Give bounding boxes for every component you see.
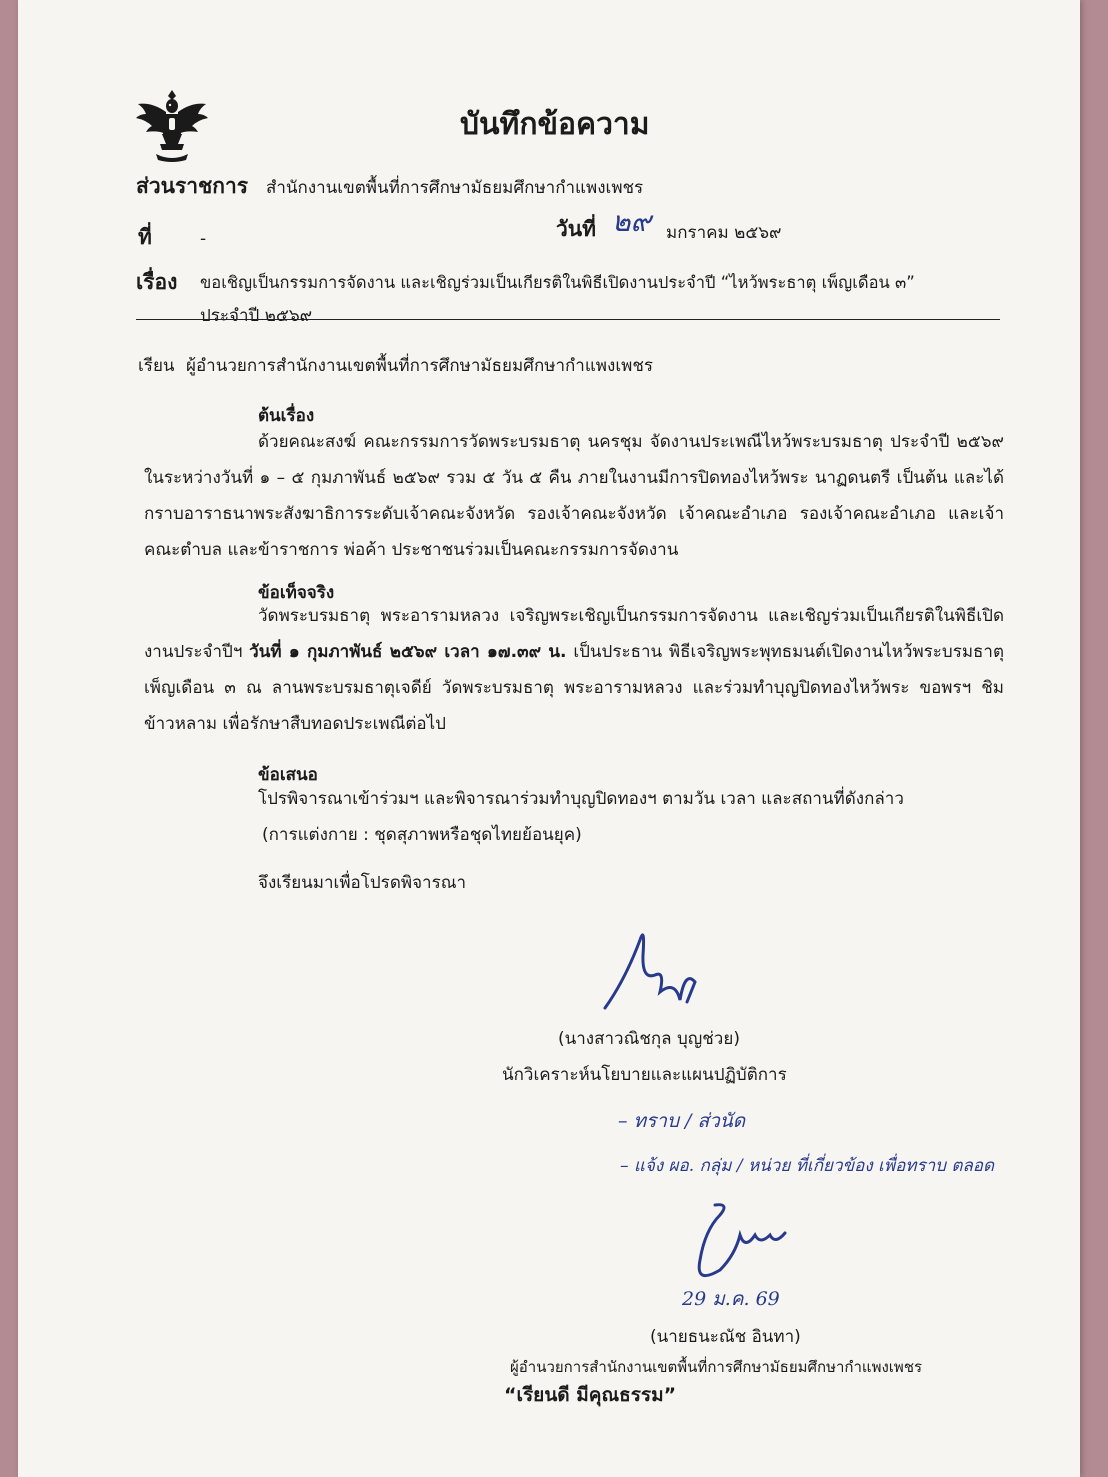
- ref-label: ที่: [138, 225, 152, 249]
- facts-heading: ข้อเท็จจริง: [258, 583, 335, 603]
- agency-value: สำนักงานเขตพื้นที่การศึกษามัธยมศึกษากำแพงเพชร: [266, 178, 644, 198]
- header-divider: [136, 319, 1000, 320]
- handwritten-note-1: – ทราบ / ส่วนัด: [618, 1110, 746, 1132]
- subject-line-2: ประจำปี ๒๕๖๙: [200, 306, 313, 326]
- proposal-line-1: โปรพิจารณาเข้าร่วมฯ และพิจารณาร่วมทำบุญปิดทองฯ ตามวัน เวลา และสถานที่ดังกล่าว: [258, 789, 904, 809]
- signer-signature: [585, 920, 715, 1015]
- date-day-handwritten: ๒๙: [612, 205, 651, 238]
- to-value: ผู้อำนวยการสำนักงานเขตพื้นที่การศึกษามัธยมศึกษากำแพงเพชร: [186, 356, 654, 376]
- to-label: เรียน: [138, 356, 175, 376]
- director-signature: [660, 1195, 800, 1295]
- facts-paragraph: [144, 598, 1004, 742]
- handwritten-date: 29 ม.ค. 69: [682, 1288, 780, 1310]
- garuda-emblem-icon: [132, 84, 212, 164]
- background-paragraph: ด้วยคณะสงฆ์ คณะกรรมการวัดพระบรมธาตุ นครชุม จัดงานประเพณีไหว้พระบรมธาตุ ประจำปี ๒๕๖๙ ในระหว่างวันที่ ๑ – ๕ กุมภาพันธ์ ๒๕๖๙ รวม ๕ วัน ๕ คืน ภายในงานมีการปิดทองไหว้พระ นาฏดนตรี เป็นต้น และได้กราบอาราธนาพระสังฆาธิการระดับเจ้าคณะจังหวัด รองเจ้าคณะจังหวัด เจ้าคณะอำเภอ รองเจ้าคณะอำเภอ และเจ้าคณะตำบล และข้าราชการ พ่อค้า ประชาชนร่วมเป็นคณะกรรมการจัดงาน: [144, 432, 1004, 560]
- memo-title: บันทึกข้อความ: [460, 107, 650, 142]
- signer-position: นักวิเคราะห์นโยบายและแผนปฏิบัติการ: [502, 1065, 787, 1085]
- director-position: ผู้อำนวยการสำนักงานเขตพื้นที่การศึกษามัธยมศึกษากำแพงเพชร: [510, 1358, 923, 1376]
- facts-text-part-1: วัดพระบรมธาตุ พระอารามหลวง เจริญพระเชิญเป็นกรรมการจัดงาน และเชิญร่วมเป็นเกียรติในพิธีเปิดงานประจำปีฯ: [144, 606, 1004, 662]
- subject-line-1: ขอเชิญเป็นกรรมการจัดงาน และเชิญร่วมเป็นเกียรติในพิธีเปิดงานประจำปี “ไหว้พระธาตุ เพ็ญเดือน ๓”: [200, 273, 915, 292]
- proposal-heading: ข้อเสนอ: [258, 765, 318, 785]
- school-motto: “เรียนดี มีคุณธรรม”: [504, 1384, 677, 1406]
- date-label: วันที่: [556, 217, 596, 241]
- proposal-line-2: (การแต่งกาย : ชุดสุภาพหรือชุดไทยย้อนยุค): [262, 825, 582, 845]
- signer-name: (นางสาวณิชกุล บุญช่วย): [558, 1029, 740, 1049]
- background-heading: ต้นเรื่อง: [258, 406, 315, 426]
- agency-label: ส่วนราชการ: [136, 174, 249, 198]
- closing-line: จึงเรียนมาเพื่อโปรดพิจารณา: [258, 873, 467, 893]
- ref-value: -: [200, 229, 207, 249]
- facts-text-part-2: เป็นประธาน พิธีเจริญพระพุทธมนต์เปิดงานไหว้พระบรมธาตุเพ็ญเดือน ๓ ณ ลานพระบรมธาตุเจดีย์ วัดพระบรมธาตุ พระอารามหลวง และร่วมทำบุญปิดทองไหว้พระ ขอพรฯ ชิมข้าวหลาม เพื่อรักษาสืบทอดประเพณีต่อไป: [144, 642, 1004, 734]
- date-rest: มกราคม ๒๕๖๙: [666, 223, 782, 243]
- subject-label: เรื่อง: [136, 270, 178, 294]
- director-name: (นายธนะณัช อินทา): [650, 1327, 801, 1347]
- facts-date-time: วันที่ ๑ กุมภาพันธ์ ๒๕๖๙ เวลา ๑๗.๓๙ น.: [249, 642, 567, 662]
- handwritten-note-2: – แจ้ง ผอ. กลุ่ม / หน่วย ที่เกี่ยวข้อง เพื่อทราบ ตลอด: [620, 1156, 995, 1176]
